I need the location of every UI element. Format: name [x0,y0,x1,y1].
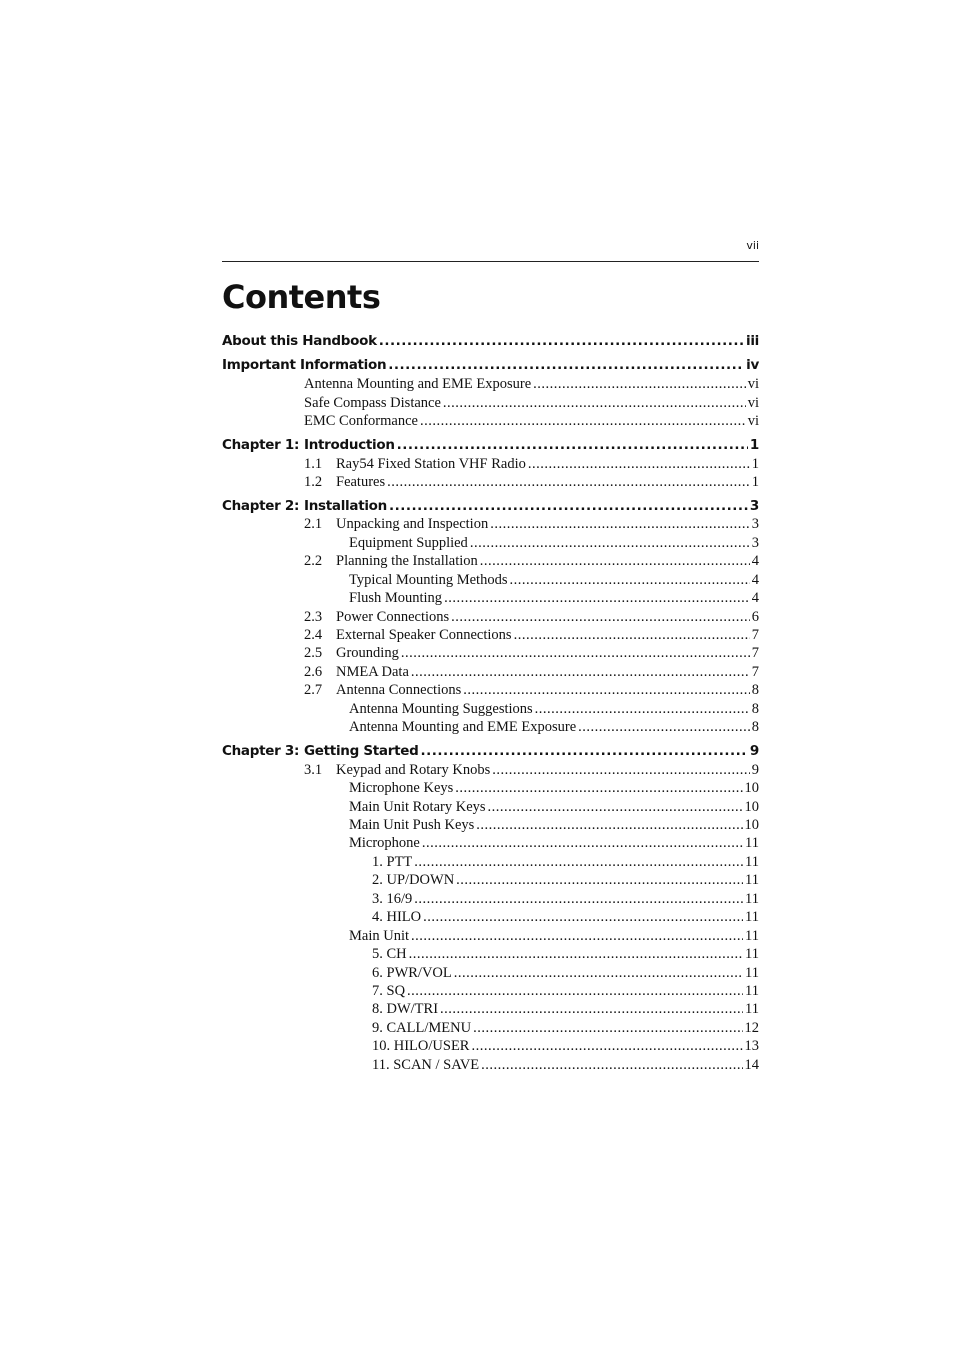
dot-leader [407,983,743,1000]
dot-leader [414,854,743,871]
toc-title: Installation [304,498,387,514]
toc-entry[interactable] [304,395,759,415]
dot-leader [440,1001,743,1018]
toc-entry[interactable] [372,909,759,929]
toc-label [222,743,418,759]
section-number: 2.5 [304,645,323,661]
toc-title: Main Unit Push Keys [349,817,475,833]
toc-title: Power Connections [336,609,450,625]
toc-label [304,762,490,779]
toc-entry[interactable] [372,965,759,985]
toc-label [304,474,385,491]
toc-entry[interactable] [304,376,759,396]
toc-title: Grounding [336,645,399,661]
dot-leader [411,928,743,945]
toc-label [304,609,449,626]
toc-title: Equipment Supplied [349,535,468,551]
toc-title: Antenna Mounting Suggestions [349,701,533,717]
section-number: 1.2 [304,474,323,490]
section-number: 2.6 [304,664,323,680]
toc-page-number: 14 [744,1057,759,1073]
section-number: 2.2 [304,553,323,569]
toc-title: Microphone Keys [349,780,454,796]
toc-entry[interactable] [349,817,759,837]
toc-title: Introduction [304,437,395,453]
toc-page-number: 4 [751,553,759,569]
toc-label [349,835,420,852]
toc-title: Features [336,474,386,490]
toc-entry[interactable] [349,701,759,721]
toc-page-number: 8 [751,682,759,698]
toc-entry[interactable] [304,645,759,665]
toc-label [349,535,468,552]
toc-label [372,1038,469,1055]
toc-title: 10. HILO/USER [372,1038,470,1054]
toc-label [372,965,452,982]
dot-leader [528,456,750,473]
toc-title: 9. CALL/MENU [372,1020,472,1036]
chapter-number: Chapter 2: [222,498,300,514]
dot-leader [422,835,743,852]
toc-page-number: 1 [751,474,759,490]
section-number: 1.1 [304,456,323,472]
toc-title: 4. HILO [372,909,422,925]
toc-page-number: 11 [745,1001,759,1017]
toc-label [349,817,474,834]
dot-leader [411,664,750,681]
toc-title: Important Information [222,357,387,373]
toc-title: 3. 16/9 [372,891,413,907]
toc-title: Ray54 Fixed Station VHF Radio [336,456,526,472]
toc-label [372,854,412,871]
toc-page-number: 11 [745,909,759,925]
toc-page-number: 11 [745,946,759,962]
toc-page-number: vi [747,376,759,392]
toc-title: 7. SQ [372,983,406,999]
section-number: 3.1 [304,762,323,778]
toc-page-number: 11 [745,891,759,907]
toc-page-number: 7 [751,627,759,643]
toc-title: 2. UP/DOWN [372,872,455,888]
toc-page-number: 11 [745,928,759,944]
toc-title: Antenna Mounting and EME Exposure [349,719,577,735]
dot-leader [379,333,744,349]
dot-leader [470,535,750,552]
toc-page-number: 7 [751,664,759,680]
toc-heading[interactable] [222,437,759,457]
section-number: 2.4 [304,627,323,643]
toc-entry[interactable] [349,799,759,819]
toc-entry[interactable] [372,891,759,911]
toc-page-number: 6 [751,609,759,625]
toc-label [222,498,387,514]
toc-title: Main Unit [349,928,410,944]
toc-page-number: 11 [745,965,759,981]
toc-page-number: 8 [751,701,759,717]
dot-leader [488,799,743,816]
toc-heading[interactable] [222,498,759,518]
chapter-number: Chapter 3: [222,743,300,759]
toc-entry[interactable] [349,780,759,800]
toc-entry[interactable] [304,456,759,476]
toc-page-number: 3 [751,516,759,532]
toc-label [349,701,533,718]
toc-page-number: 11 [745,835,759,851]
dot-leader [471,1038,742,1055]
toc-page-number: 13 [744,1038,759,1054]
dot-leader [420,743,747,759]
dot-leader [420,413,746,430]
toc-title: External Speaker Connections [336,627,512,643]
toc-page-number: 1 [749,437,759,453]
toc-label [304,516,488,533]
toc-title: EMC Conformance [304,413,418,429]
toc-page-number: 8 [751,719,759,735]
toc-label [304,645,399,662]
toc-entry[interactable] [372,1001,759,1021]
toc-label [372,1020,471,1037]
toc-entry[interactable] [372,1038,759,1058]
dot-leader [463,682,750,699]
toc-entry[interactable] [349,835,759,855]
toc-label [372,909,421,926]
toc-entry[interactable] [372,1057,759,1077]
toc-entry[interactable] [349,535,759,555]
toc-entry[interactable] [304,553,759,573]
toc-title: NMEA Data [336,664,409,680]
toc-title: Antenna Mounting and EME Exposure [304,376,532,392]
dot-leader [423,909,743,926]
toc-page-number: 10 [744,780,759,796]
toc-entry[interactable] [349,590,759,610]
dot-leader [451,609,750,626]
dot-leader [409,946,743,963]
section-number: 2.7 [304,682,323,698]
toc-label [372,891,412,908]
toc-page-number: 3 [751,535,759,551]
toc-page-number: iii [746,333,759,349]
toc-label [372,946,407,963]
toc-page-number: 1 [751,456,759,472]
toc-label [304,682,461,699]
toc-title: About this Handbook [222,333,377,349]
dot-leader [444,590,750,607]
toc-label [372,1057,479,1074]
toc-label [304,395,441,412]
toc-page-number: 3 [749,498,759,514]
toc-entry[interactable] [304,413,759,433]
toc-entry[interactable] [304,762,759,782]
toc-title: 6. PWR/VOL [372,965,452,981]
toc-page-number: iv [746,357,759,373]
dot-leader [454,965,743,982]
toc-label [372,983,405,1000]
toc-page-number: 11 [745,872,759,888]
dot-leader [455,780,742,797]
toc-label [349,719,576,736]
dot-leader [492,762,750,779]
dot-leader [476,817,742,834]
dot-leader [456,872,743,889]
toc-title: Safe Compass Distance [304,395,441,411]
toc-page-number: 12 [744,1020,759,1036]
toc-label [372,872,454,889]
section-number: 2.1 [304,516,323,532]
toc-entry[interactable] [304,682,759,702]
dot-leader [389,498,748,514]
toc-page-number: 7 [751,645,759,661]
toc-page-number: vi [747,413,759,429]
toc-heading[interactable] [222,333,759,353]
toc-label [349,780,453,797]
toc-label [222,333,377,349]
toc-label [304,413,418,430]
dot-leader [388,357,744,373]
toc-entry[interactable] [304,664,759,684]
toc-entry[interactable] [349,928,759,948]
toc-page-number: 11 [745,854,759,870]
toc-title: Getting Started [304,743,419,759]
dot-leader [535,701,750,718]
toc-title: 5. CH [372,946,407,962]
toc-label [304,553,478,570]
toc-label [349,799,486,816]
toc-entry[interactable] [372,983,759,1003]
dot-leader [401,645,750,662]
dot-leader [414,891,743,908]
toc-entry[interactable] [372,872,759,892]
toc-title: Microphone [349,835,420,851]
section-number: 2.3 [304,609,323,625]
toc-label [372,1001,438,1018]
dot-leader [481,1057,742,1074]
toc-label [349,928,409,945]
toc-title: Keypad and Rotary Knobs [336,762,491,778]
toc-title: 8. DW/TRI [372,1001,439,1017]
toc-page-number: 9 [749,743,759,759]
dot-leader [533,376,746,393]
dot-leader [514,627,750,644]
toc-entry[interactable] [372,854,759,874]
toc-title: Flush Mounting [349,590,443,606]
dot-leader [509,572,749,589]
toc-label [304,664,409,681]
toc-page-number: 10 [744,817,759,833]
toc-label [349,590,442,607]
toc-label [222,357,386,373]
dot-leader [578,719,750,736]
toc-heading[interactable] [222,743,759,763]
toc-entry[interactable] [349,572,759,592]
dot-leader [397,437,748,453]
toc-title: Unpacking and Inspection [336,516,489,532]
toc-page-number: 4 [751,590,759,606]
toc-title: Planning the Installation [336,553,478,569]
toc-page-number: 10 [744,799,759,815]
toc-entry[interactable] [349,719,759,739]
toc-title: Antenna Connections [336,682,462,698]
toc-label [304,456,526,473]
dot-leader [387,474,750,491]
toc-entry[interactable] [304,474,759,494]
toc-label [222,437,395,453]
toc-entry[interactable] [304,516,759,536]
toc-title: 11. SCAN / SAVE [372,1057,480,1073]
toc-entry[interactable] [304,609,759,629]
toc-entry[interactable] [372,1020,759,1040]
toc-label [304,627,512,644]
toc-page-number: 9 [751,762,759,778]
toc-page-number: 4 [751,572,759,588]
toc-label [304,376,531,393]
toc-title: 1. PTT [372,854,413,870]
page-title: Contents [222,278,381,316]
dot-leader [490,516,750,533]
header-rule [222,261,759,262]
toc-heading[interactable] [222,357,759,377]
toc-page-number: 11 [745,983,759,999]
toc-title: Typical Mounting Methods [349,572,508,588]
chapter-number: Chapter 1: [222,437,300,453]
toc-entry[interactable] [304,627,759,647]
page-number: vii [746,239,759,252]
dot-leader [473,1020,742,1037]
toc-label [349,572,507,589]
dot-leader [443,395,746,412]
toc-entry[interactable] [372,946,759,966]
toc-title: Main Unit Rotary Keys [349,799,486,815]
toc-page-number: vi [747,395,759,411]
dot-leader [480,553,750,570]
